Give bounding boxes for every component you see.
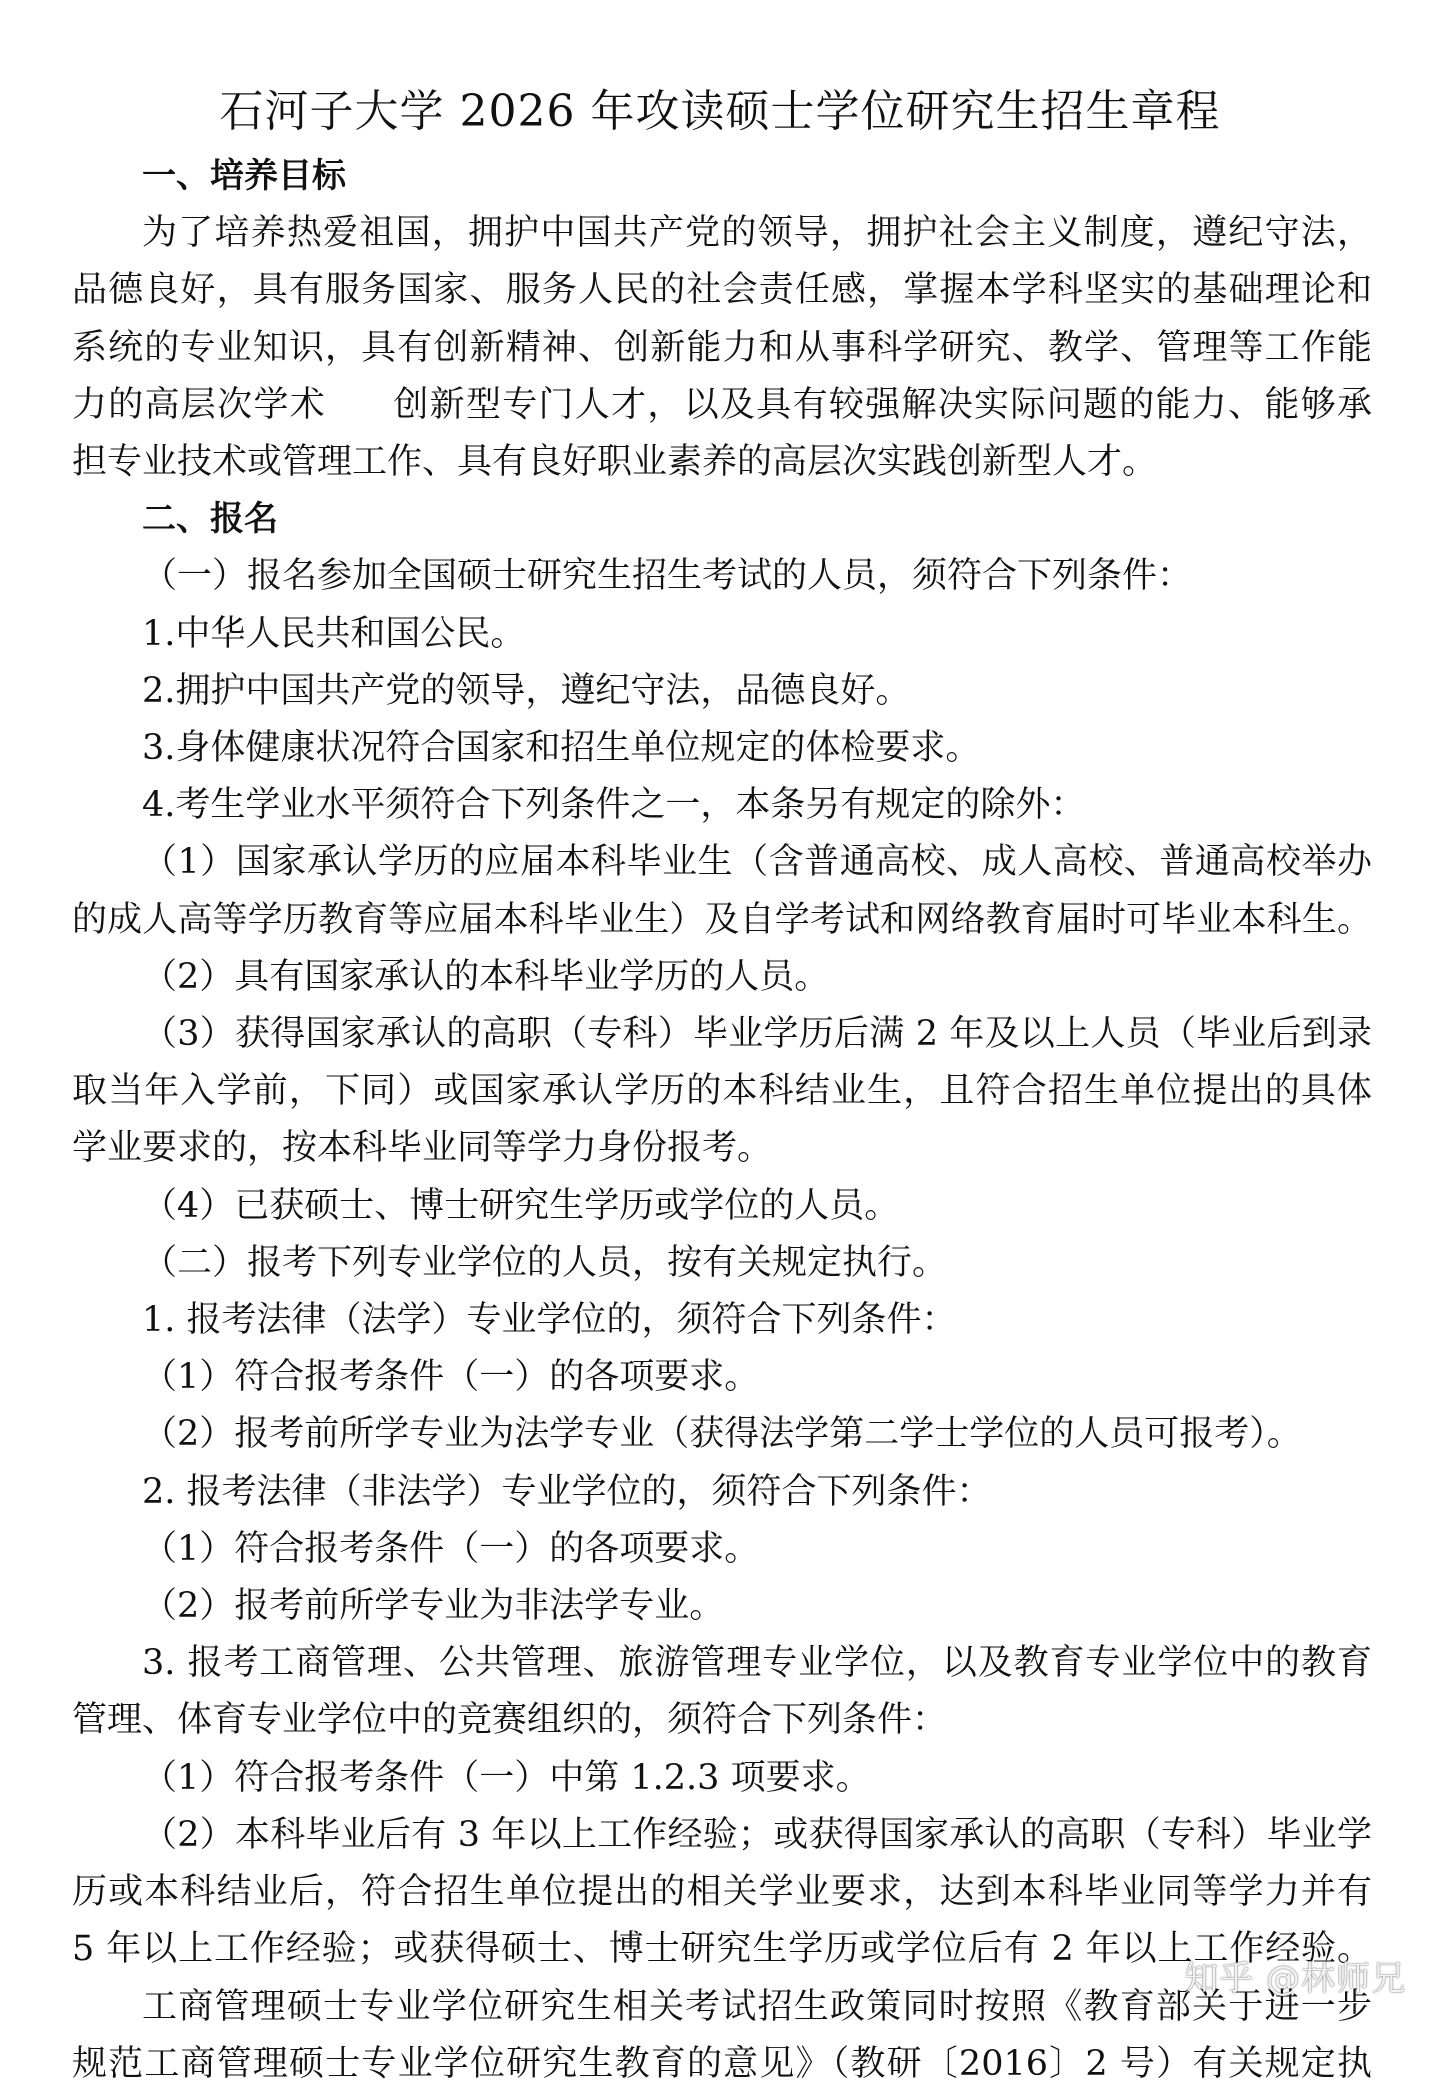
paragraph-line bbox=[72, 377, 1372, 434]
paragraph-line: （1）符合报考条件（一）中第 1.2.3 项要求。 bbox=[142, 1757, 871, 1798]
paragraph-line: 1.中华人民共和国公民。 bbox=[142, 613, 526, 654]
watermark: 知乎 @林师兄 bbox=[1184, 1959, 1406, 1999]
paragraph-line: 历或本科结业后，符合招生单位提出的相关学业要求，达到本科毕业同等学力并有 bbox=[72, 1872, 1372, 1913]
line-segment: 力的高层次学术 bbox=[72, 384, 327, 425]
paragraph-line: 3. 报考工商管理、公共管理、旅游管理专业学位，以及教育专业学位中的教育 bbox=[142, 1643, 1372, 1684]
line-segment: 创新型专门人才，以及具有较强解决实际问题的能力、能够承 bbox=[392, 384, 1372, 425]
paragraph-line: 4.考生学业水平须符合下列条件之一，本条另有规定的除外： bbox=[142, 785, 1086, 826]
paragraph-line: 规范工商管理硕士专业学位研究生教育的意见》（教研〔2016〕2 号）有关规定执 bbox=[72, 2043, 1372, 2084]
paragraph-line: 的成人高等学历教育等应届本科毕业生）及自学考试和网络教育届时可毕业本科生。 bbox=[72, 899, 1372, 940]
paragraph-line: 1. 报考法律（法学）专业学位的，须符合下列条件： bbox=[142, 1300, 957, 1341]
paragraph-line: （一）报名参加全国硕士研究生招生考试的人员，须符合下列条件： bbox=[142, 556, 1193, 597]
paragraph-line: 2.拥护中国共产党的领导，遵纪守法，品德良好。 bbox=[142, 670, 911, 711]
paragraph-line: 5 年以上工作经验；或获得硕士、博士研究生学历或学位后有 2 年以上工作经验。 bbox=[72, 1929, 1372, 1970]
paragraph-line: （1）符合报考条件（一）的各项要求。 bbox=[142, 1357, 760, 1398]
paragraph-line: 取当年入学前，下同）或国家承认学历的本科结业生，且符合招生单位提出的具体 bbox=[72, 1071, 1372, 1112]
paragraph-line: 学业要求的，按本科毕业同等学力身份报考。 bbox=[72, 1128, 773, 1169]
document-body bbox=[72, 148, 1372, 2093]
paragraph-line: 系统的专业知识，具有创新精神、创新能力和从事科学研究、教学、管理等工作能 bbox=[72, 327, 1372, 368]
paragraph-line: 管理、体育专业学位中的竞赛组织的，须符合下列条件： bbox=[72, 1700, 948, 1741]
paragraph-line: （二）报考下列专业学位的人员，按有关规定执行。 bbox=[142, 1242, 948, 1283]
paragraph-line: 品德良好，具有服务国家、服务人民的社会责任感，掌握本学科坚实的基础理论和 bbox=[72, 270, 1372, 311]
document-title: 石河子大学 2026 年攻读硕士学位研究生招生章程 bbox=[219, 86, 1221, 137]
paragraph-line: （2）报考前所学专业为非法学专业。 bbox=[142, 1586, 725, 1627]
section-heading: 二、报名 bbox=[142, 499, 278, 540]
paragraph-line: （2）本科毕业后有 3 年以上工作经验；或获得国家承认的高职（专科）毕业学 bbox=[142, 1814, 1372, 1855]
paragraph-line: 担专业技术或管理工作、具有良好职业素养的高层次实践创新型人才。 bbox=[72, 442, 1158, 483]
paragraph-line: （4）已获硕士、博士研究生学历或学位的人员。 bbox=[142, 1185, 900, 1226]
paragraph-line: （2）报考前所学专业为法学专业（获得法学第二学士学位的人员可报考）。 bbox=[142, 1414, 1302, 1455]
paragraph-line: （2）具有国家承认的本科毕业学历的人员。 bbox=[142, 956, 830, 997]
section-heading: 一、培养目标 bbox=[142, 156, 346, 196]
paragraph-line: （1）国家承认学历的应届本科毕业生（含普通高校、成人高校、普通高校举办 bbox=[142, 842, 1372, 883]
paragraph-line: 2. 报考法律（非法学）专业学位的，须符合下列条件： bbox=[142, 1471, 992, 1512]
paragraph-line: 工商管理硕士专业学位研究生相关考试招生政策同时按照《教育部关于进一步 bbox=[142, 1986, 1372, 2027]
paragraph-line: 为了培养热爱祖国，拥护中国共产党的领导，拥护社会主义制度，遵纪守法， bbox=[142, 213, 1372, 254]
paragraph-line: （3）获得国家承认的高职（专科）毕业学历后满 2 年及以上人员（毕业后到录 bbox=[142, 1014, 1372, 1055]
paragraph-line: 3.身体健康状况符合国家和招生单位规定的体检要求。 bbox=[142, 728, 981, 769]
paragraph-line: （1）符合报考条件（一）的各项要求。 bbox=[142, 1528, 760, 1569]
